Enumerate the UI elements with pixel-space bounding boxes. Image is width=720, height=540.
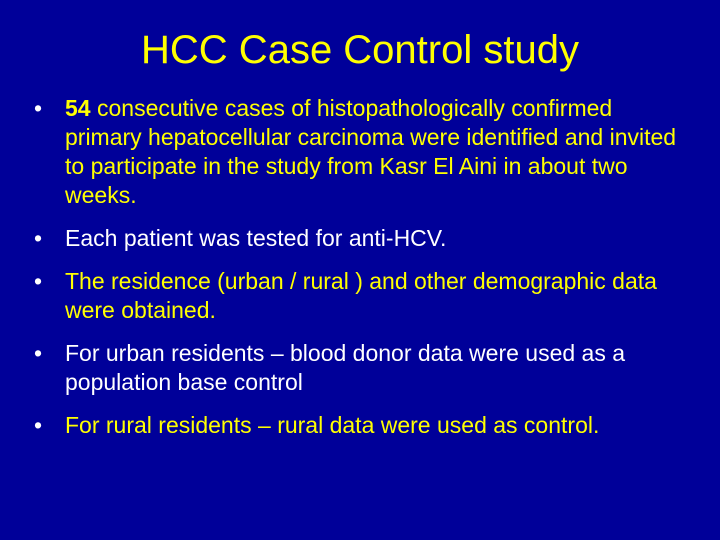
bullet-item-2 [34,224,694,253]
bullet-dot-icon: • [34,95,43,121]
bullet-dot-icon: • [34,225,43,251]
bullet-dot-icon: • [34,268,43,294]
bullet-text-2: Each patient was tested for anti-HCV. [65,225,447,251]
bullet-text-4: For urban residents – blood donor data were used as a population base control [65,340,626,395]
bullet-dot-icon: • [34,412,43,438]
bullet-item-1 [34,94,694,210]
bullet-text-3: The residence (urban / rural ) and other demographic data were obtained. [65,268,657,323]
bullet-item-4 [34,339,694,397]
bullet-list [34,94,694,454]
bullet-item-3 [34,267,694,325]
case-count: 54 [65,95,91,121]
bullet-dot-icon: • [34,340,43,366]
bullet-item-5 [34,411,694,440]
bullet-text-1: consecutive cases of histopathologically confirmed primary hepatocellular carcinoma were identified and invited to participate in the study from Kasr El Aini in about two weeks. [65,95,677,208]
bullet-text-5: For rural residents – rural data were used as control. [65,412,600,438]
slide-title: HCC Case Control study [141,28,579,72]
